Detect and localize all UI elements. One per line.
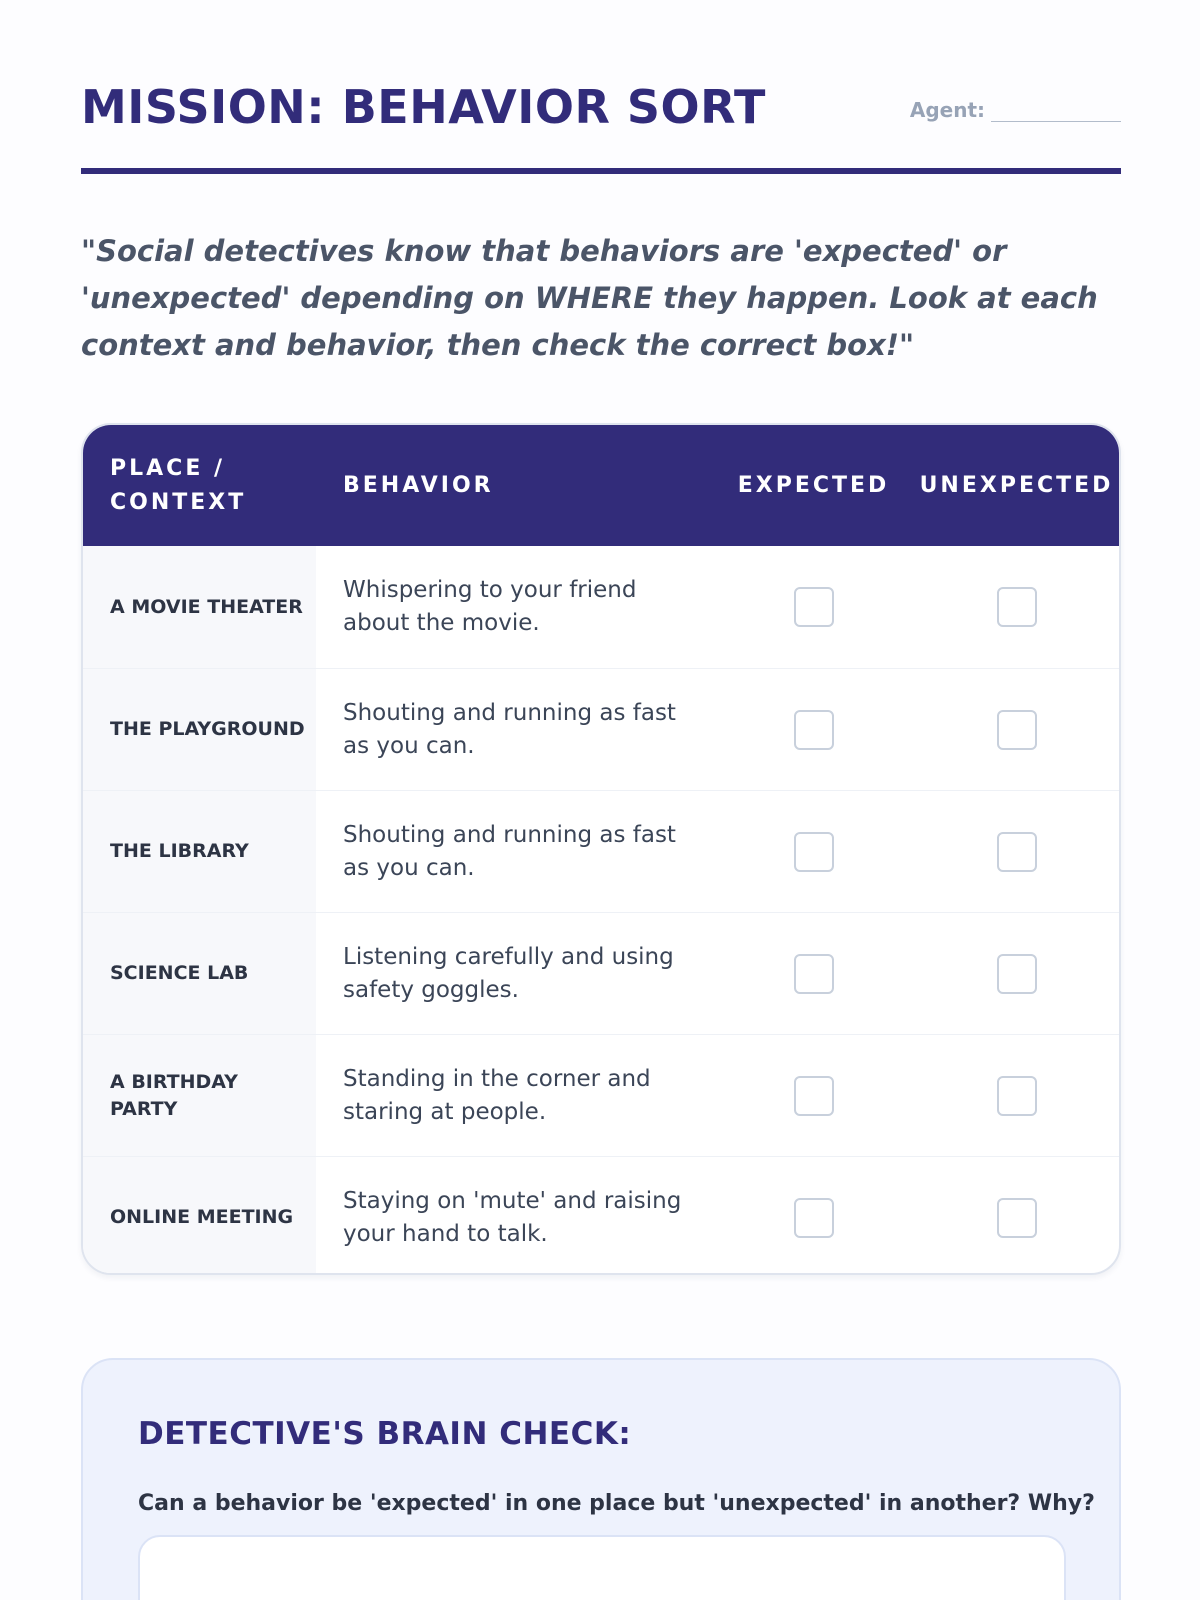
intro-text: "Social detectives know that behaviors are 'expected' or 'unexpected' depending on WHERE they happen. Look at each context and behavior, then check the correct box!" xyxy=(81,234,1098,362)
expected-cell xyxy=(713,546,914,668)
place-cell: A BIRTHDAY PARTY xyxy=(83,1035,316,1156)
unexpected-cell xyxy=(914,1157,1119,1275)
agent-name-field[interactable] xyxy=(910,98,1121,122)
unexpected-cell xyxy=(914,546,1119,668)
place-cell: A MOVIE THEATER xyxy=(83,546,316,668)
place-cell: SCIENCE LAB xyxy=(83,913,316,1034)
brain-check-title: DETECTIVE'S BRAIN CHECK: xyxy=(138,1416,632,1452)
header-place: PLACE / CONTEXT xyxy=(110,455,247,515)
expected-checkbox[interactable] xyxy=(794,587,834,627)
unexpected-checkbox[interactable] xyxy=(997,1198,1037,1238)
behavior-cell: Listening carefully and using safety goggles. xyxy=(343,943,674,1003)
expected-checkbox[interactable] xyxy=(794,954,834,994)
expected-cell xyxy=(713,791,914,912)
place-cell: ONLINE MEETING xyxy=(83,1157,316,1275)
table-row xyxy=(83,912,1119,1034)
expected-checkbox[interactable] xyxy=(794,1076,834,1116)
behavior-cell: Shouting and running as fast as you can. xyxy=(343,699,676,759)
table-body xyxy=(83,546,1119,1275)
table-row xyxy=(83,546,1119,668)
header-unexpected: UNEXPECTED xyxy=(919,473,1114,498)
unexpected-checkbox[interactable] xyxy=(997,1076,1037,1116)
header-behavior: BEHAVIOR xyxy=(343,473,494,498)
table-row xyxy=(83,790,1119,912)
brain-check-question: Can a behavior be 'expected' in one place but 'unexpected' in another? Why? xyxy=(138,1491,1095,1516)
agent-name-line[interactable] xyxy=(991,100,1121,122)
expected-checkbox[interactable] xyxy=(794,832,834,872)
behavior-cell: Standing in the corner and staring at people. xyxy=(343,1065,651,1125)
page-title: MISSION: BEHAVIOR SORT xyxy=(81,80,766,134)
worksheet-page xyxy=(81,0,1121,1516)
unexpected-cell xyxy=(914,791,1119,912)
table-row xyxy=(83,1156,1119,1275)
table-header xyxy=(83,425,1119,546)
unexpected-cell xyxy=(914,669,1119,790)
expected-cell xyxy=(713,669,914,790)
behavior-cell: Whispering to your friend about the movie. xyxy=(343,577,637,636)
table-row xyxy=(83,1034,1119,1156)
brain-check-panel xyxy=(81,1358,1121,1600)
expected-cell xyxy=(713,1035,914,1156)
expected-cell xyxy=(713,1157,914,1275)
behavior-cell: Shouting and running as fast as you can. xyxy=(343,821,676,881)
unexpected-checkbox[interactable] xyxy=(997,587,1037,627)
worksheet-header xyxy=(81,0,1121,174)
place-cell: THE LIBRARY xyxy=(83,791,316,912)
place-cell: THE PLAYGROUND xyxy=(83,669,316,790)
unexpected-checkbox[interactable] xyxy=(997,954,1037,994)
expected-checkbox[interactable] xyxy=(794,1198,834,1238)
behavior-cell: Staying on 'mute' and raising your hand to talk. xyxy=(343,1187,682,1247)
unexpected-checkbox[interactable] xyxy=(997,832,1037,872)
unexpected-cell xyxy=(914,1035,1119,1156)
behavior-table xyxy=(81,423,1121,1275)
unexpected-checkbox[interactable] xyxy=(997,710,1037,750)
expected-checkbox[interactable] xyxy=(794,710,834,750)
table-row xyxy=(83,668,1119,790)
expected-cell xyxy=(713,913,914,1034)
unexpected-cell xyxy=(914,913,1119,1034)
header-expected: EXPECTED xyxy=(737,473,890,498)
agent-label: Agent: xyxy=(909,98,985,122)
answer-textarea[interactable] xyxy=(138,1535,1066,1600)
